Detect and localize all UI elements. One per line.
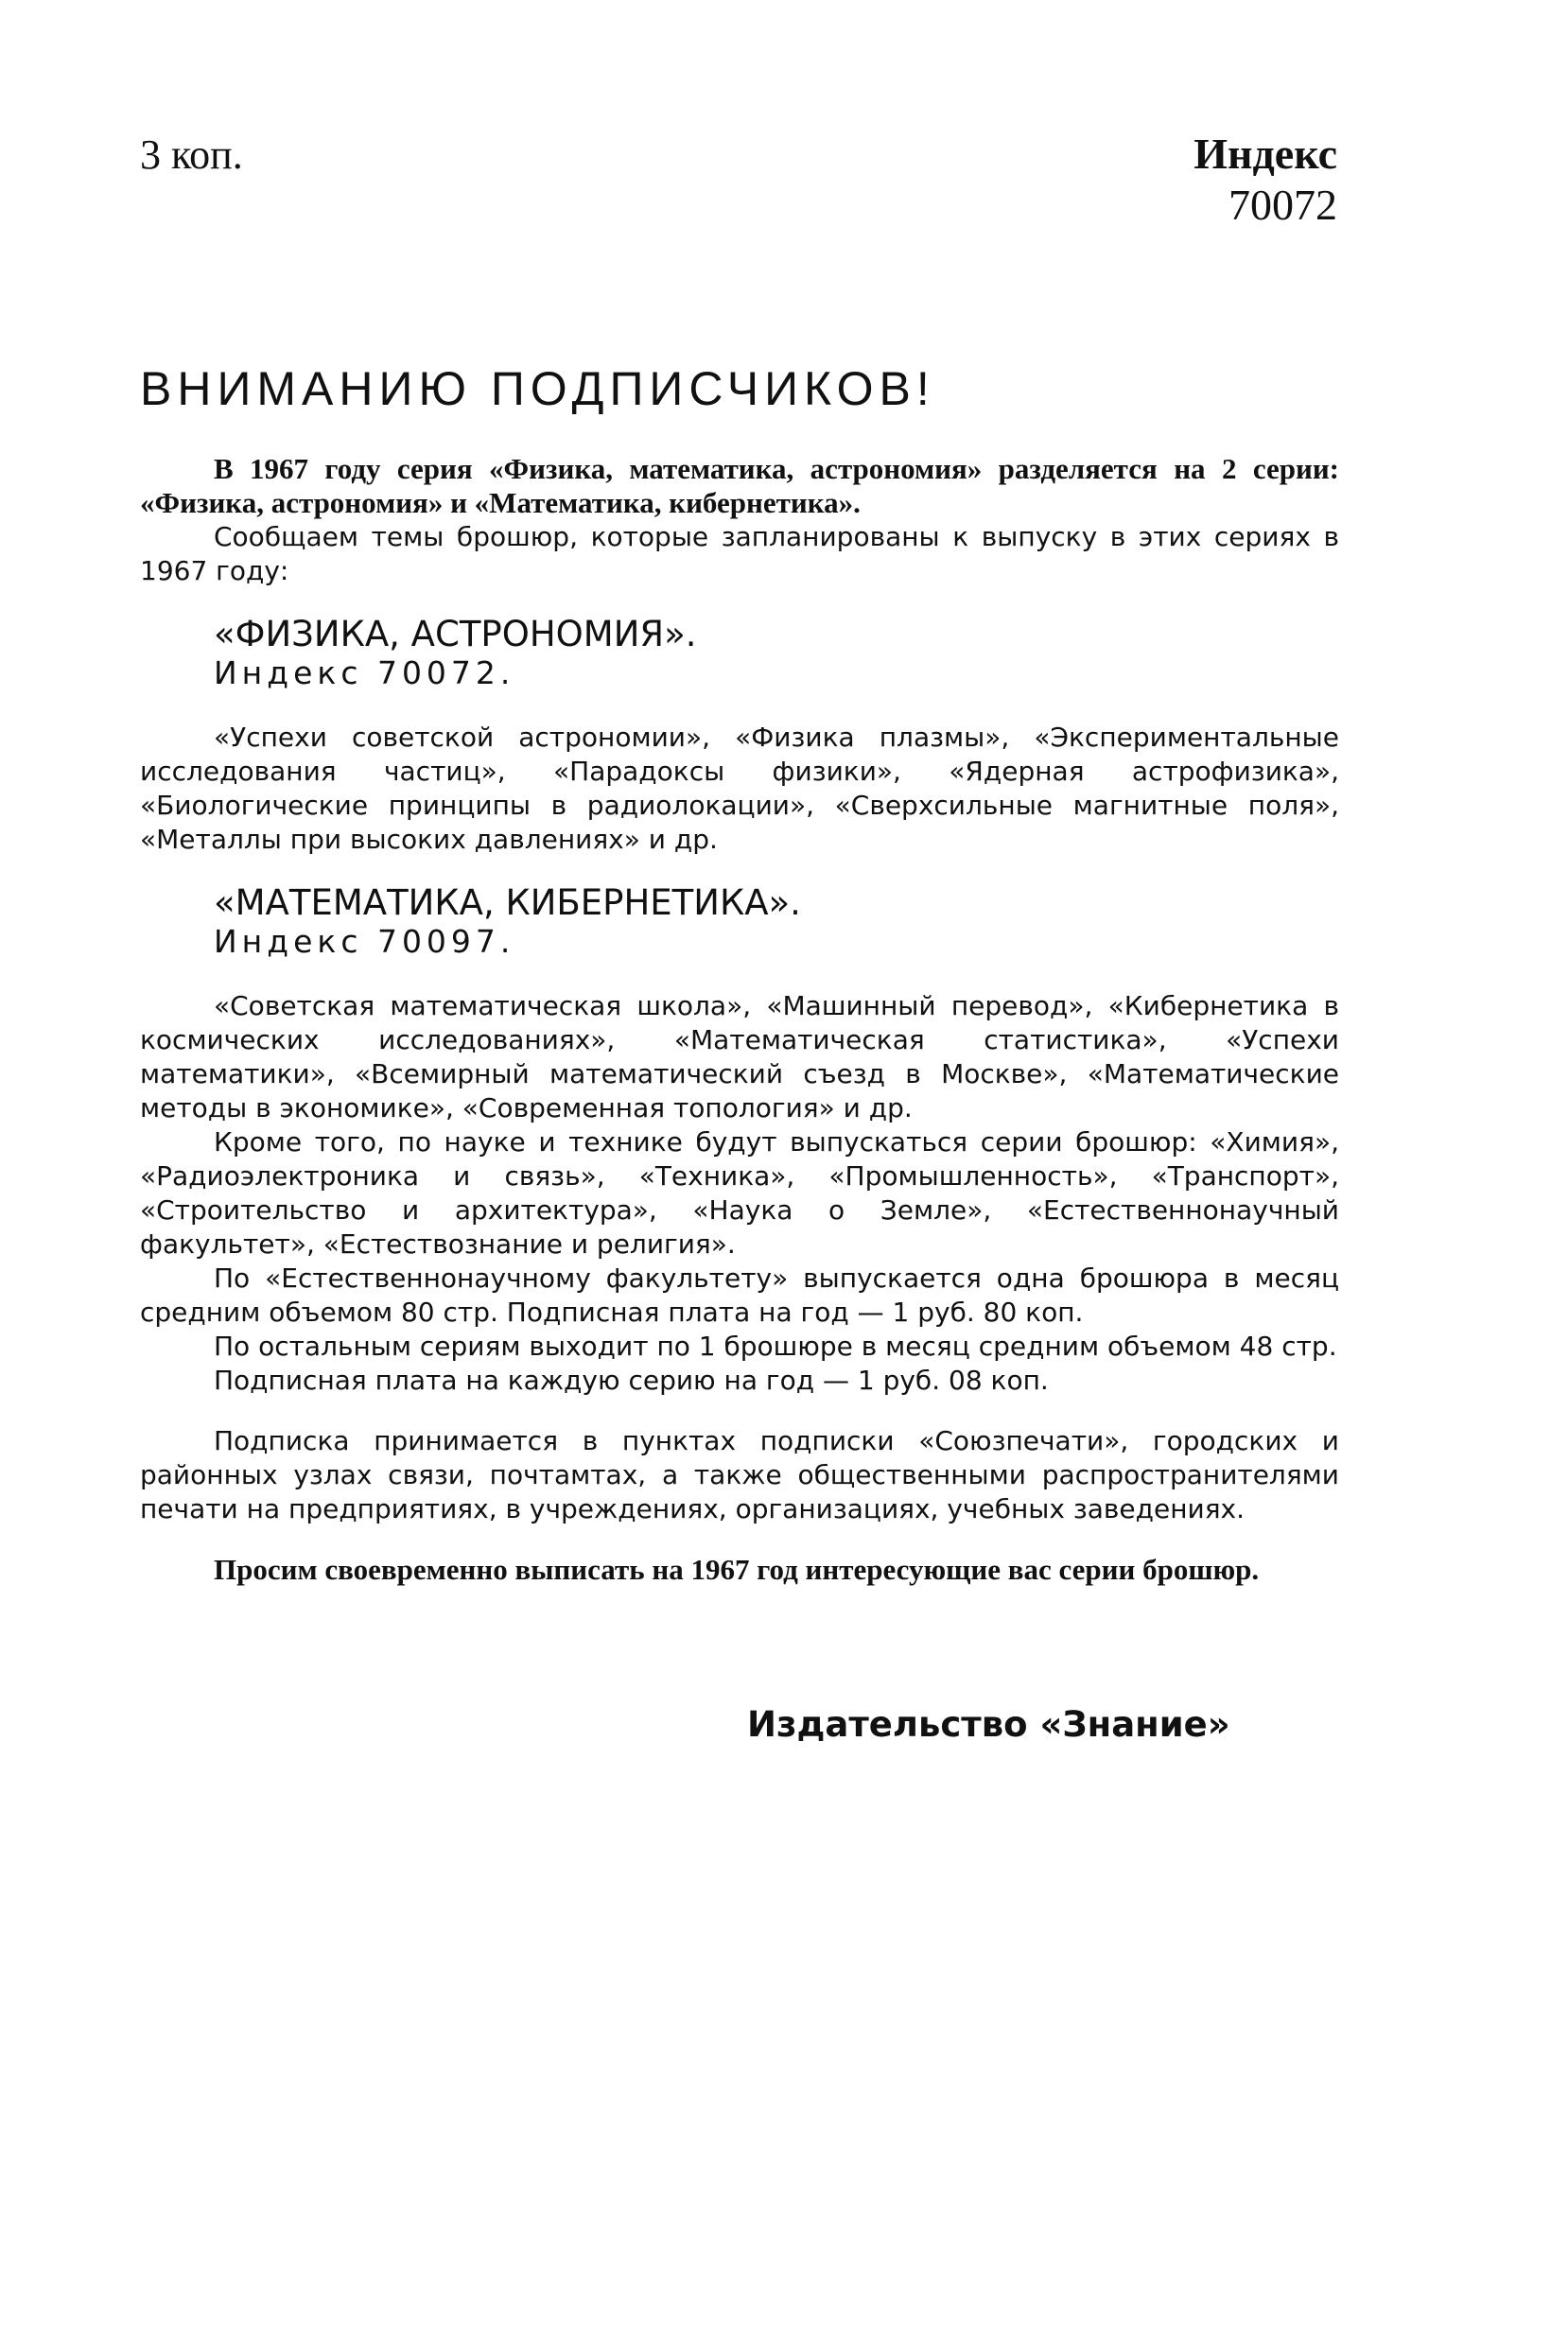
natural-faculty-paragraph: По «Естественнонаучному факультету» выпускается одна брошюра в месяц средним объемом 80 стр. Подписная плата на год — 1 руб. 80 коп. <box>140 1263 1339 1328</box>
intro-bold-paragraph: В 1967 году серия «Физика, математика, астрономия» разделяется на 2 серии: «Физика, астрономия» и «Математика, кибернетика». <box>140 452 1339 519</box>
body-text <box>140 452 1339 1587</box>
series-topics-physics: «Успехи советской астрономии», «Физика плазмы», «Экспериментальные исследования частиц», «Парадоксы физики», «Ядерная астрофизика», «Биологические принципы в радиолокации», «Сверхсильные магнитные поля», «Металлы при высоких давлениях» и др. <box>140 722 1339 855</box>
series-title-math: «МАТЕМАТИКА, КИБЕРНЕТИКА». <box>214 882 801 923</box>
index-number: 70072 <box>1228 181 1337 229</box>
series-topics-math: «Советская математическая школа», «Машинный перевод», «Кибернетика в космических исследованиях», «Математическая статистика», «Успехи математики», «Всемирный математический съезд в Москве», «Математические методы в экономике», «Современная топология» и др. <box>140 990 1339 1123</box>
spacer <box>140 1398 1339 1424</box>
other-series-paragraph: Кроме того, по науке и технике будут выпускаться серии брошюр: «Химия», «Радиоэлектроника и связь», «Техника», «Промышленность», «Транспорт», «Строительство и архитектура», «Наука о Земле», «Естественнонаучный факультет», «Естествознание и религия». <box>140 1126 1339 1260</box>
fee-paragraph: Подписная плата на каждую серию на год — 1 руб. 08 коп. <box>214 1365 1049 1396</box>
price: 3 коп. <box>140 131 243 178</box>
publisher-signature: Издательство «Знание» <box>747 1704 1230 1745</box>
series-index-physics: Индекс 70072. <box>214 654 515 691</box>
series-title-physics: «ФИЗИКА, АСТРОНОМИЯ». <box>214 614 697 654</box>
spacer <box>140 1526 1339 1553</box>
index-label: Индекс <box>1193 130 1337 178</box>
request-paragraph: Просим своевременно выписать на 1967 год интересующие вас серии брошюр. <box>214 1553 1260 1586</box>
index-block <box>1193 129 1337 231</box>
headline: ВНИМАНИЮ ПОДПИСЧИКОВ! <box>140 362 935 415</box>
series-index-math: Индекс 70097. <box>214 923 515 960</box>
intro-topics-paragraph: Сообщаем темы брошюр, которые запланированы к выпуску в этих сериях в 1967 году: <box>140 521 1339 586</box>
remaining-series-paragraph: По остальным сериям выходит по 1 брошюре в месяц средним объемом 48 стр. <box>214 1331 1337 1362</box>
subscription-paragraph: Подписка принимается в пунктах подписки «Союзпечати», городских и районных узлах связи, почтамтах, а также общественными распространителями печати на предприятиях, в учреждениях, организациях, учебных заведениях. <box>140 1425 1339 1524</box>
